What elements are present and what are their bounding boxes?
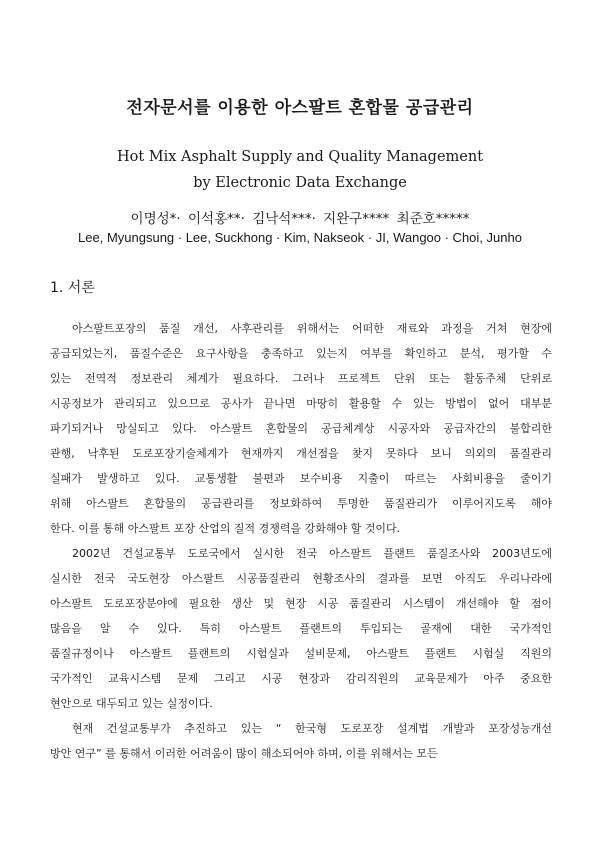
body-line: 파기되거나 망실되고 있다. 아스팔트 혼합물의 공급체계상 시공자와 공급자간의 불합리한 xyxy=(50,422,552,435)
body-line: 현재 건설교통부가 추진하고 있는 “ 한국형 도로포장 설계법 개발과 포장성능개선 xyxy=(72,722,552,735)
body-line: 국가적인 교육시스템 문제 그리고 시공 현장과 감리직원의 교육문제가 아주 중요한 xyxy=(50,672,552,685)
body-line: 품질규정이나 아스팔트 플랜트의 시험실과 설비문제, 아스팔트 플랜트 시험실 직원의 xyxy=(50,647,552,660)
body-line: 공급되었는지, 품질수준은 요구사항을 충족하고 있는지 여부를 확인하고 분석, 평가할 수 xyxy=(50,347,552,360)
body-line: 아스팔트포장의 품질 개선, 사후관리를 위해서는 어떠한 재료와 과정을 거쳐 현장에 xyxy=(72,322,552,335)
body-line: 현안으로 대두되고 있는 실정이다. xyxy=(50,697,213,710)
paper-title-english-line-1: Hot Mix Asphalt Supply and Quality Management xyxy=(116,149,484,165)
body-line: 시공정보가 관리되고 있으므로 공사가 끝나면 마땅히 활용할 수 있는 방법이 없어 대부분 xyxy=(50,397,552,410)
body-line: 2002년 건설교통부 도로국에서 실시한 전국 아스팔트 플랜트 품질조사와 2003년도에 xyxy=(72,547,552,560)
body-line: 있는 전역적 정보관리 체계가 필요하다. 그러나 프로젝트 단위 또는 활동주체 단위로 xyxy=(50,372,552,385)
body-line: 실패가 발생하고 있다. 교통생활 불편과 보수비용 지출이 따르는 사회비용을 줄이기 xyxy=(50,472,552,485)
body-line: 위해 아스팔트 혼합물의 공급관리를 정보화하여 투명한 품질관리가 이루어지도록 해야 xyxy=(50,497,552,510)
body-line: 관행, 낙후된 도로포장기술체계가 현재까지 개선점을 찾지 못하다 보니 의외의 품질관리 xyxy=(50,447,552,460)
body-line: 방안 연구” 를 통해서 이러한 어려움이 많이 해소되어야 하며, 이를 위해서는 모든 xyxy=(50,747,438,760)
body-line: 아스팔트 도로포장분야에 필요한 생산 및 현장 시공 품질관리 시스템이 개선해야 할 점이 xyxy=(50,597,552,610)
section-heading: 1. 서론 xyxy=(50,280,95,296)
paper-title-korean: 전자문서를 이용한 아스팔트 혼합물 공급관리 xyxy=(126,98,474,118)
body-line: 한다. 이를 통해 아스팔트 포장 산업의 질적 경쟁력을 강화해야 할 것이다. xyxy=(50,522,401,535)
body-line: 많음을 알 수 있다. 특히 아스팔트 플랜트의 투입되는 골재에 대한 국가적인 xyxy=(50,622,552,635)
authors-korean: 이명성*· 이석홍**· 김낙석***· 지완구**** 최준호***** xyxy=(130,211,470,227)
body-line: 실시한 전국 국도현장 아스팔트 시공품질관리 현황조사의 결과를 보면 아직도 우리나라에 xyxy=(50,572,552,585)
authors-english: Lee, Myungsung · Lee, Suckhong · Kim, Nakseok · JI, Wangoo · Choi, Junho xyxy=(78,230,522,245)
paper-title-english-line-2: by Electronic Data Exchange xyxy=(193,175,407,191)
